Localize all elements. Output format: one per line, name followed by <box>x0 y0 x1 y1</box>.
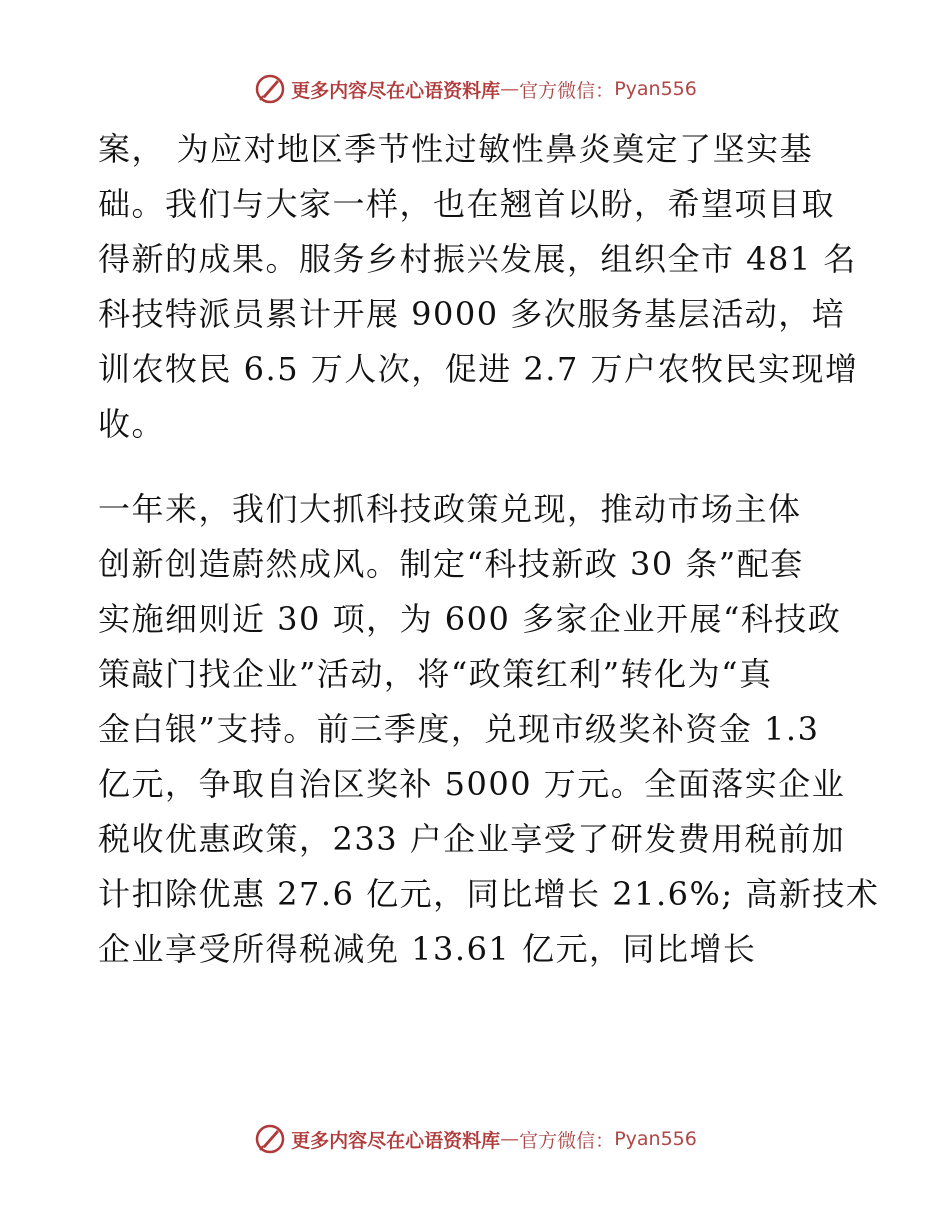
text-line: 实施细则近 30 项，为 600 多家企业开展“科技政 <box>98 600 842 638</box>
text-line: 亿元，争取自治区奖补 5000 万元。全面落实企业 <box>98 765 846 803</box>
text-line: 创新创造蔚然成风。制定“科技新政 30 条”配套 <box>98 545 804 583</box>
watermark-wechat-id: Pyan556 <box>614 1128 697 1150</box>
footer-watermark <box>0 1122 950 1156</box>
paragraph-1 <box>98 122 858 452</box>
text-line: 案， 为应对地区季节性过敏性鼻炎奠定了坚实基 <box>98 130 814 168</box>
text-line: 计扣除优惠 27.6 亿元，同比增长 21.6%; 高新技术 <box>98 875 880 913</box>
text-line: 企业享受所得税减免 13.61 亿元，同比增长 <box>98 930 757 968</box>
paragraph-2 <box>98 482 880 977</box>
watermark-contact-label: 官方微信： <box>519 1129 615 1152</box>
text-line: 得新的成果。服务乡村振兴发展，组织全市 481 名 <box>98 240 857 278</box>
quill-pen-circle-icon <box>253 1122 287 1156</box>
text-line: 础。我们与大家一样，也在翘首以盼，希望项目取 <box>98 185 836 223</box>
header-watermark <box>0 72 950 106</box>
quill-pen-circle-icon <box>253 72 287 106</box>
text-line: 金白银”支持。前三季度，兑现市级奖补资金 1.3 <box>98 710 820 748</box>
text-line: 科技特派员累计开展 9000 多次服务基层活动，培 <box>98 295 846 333</box>
watermark-separator: — <box>500 78 520 100</box>
watermark-contact-label: 官方微信： <box>519 79 615 102</box>
text-line: 税收优惠政策，233 户企业享受了研发费用税前加 <box>98 820 846 858</box>
text-line: 收。 <box>98 405 166 443</box>
watermark-separator: — <box>500 1128 520 1150</box>
text-line: 一年来，我们大抓科技政策兑现，推动市场主体 <box>98 490 802 528</box>
watermark-wechat-id: Pyan556 <box>614 78 697 100</box>
watermark-brand: 更多内容尽在心语资料库 <box>291 1129 501 1152</box>
watermark-brand: 更多内容尽在心语资料库 <box>291 79 501 102</box>
text-line: 策敲门找企业”活动，将“政策红利”转化为“真 <box>98 655 773 693</box>
text-line: 训农牧民 6.5 万人次，促进 2.7 万户农牧民实现增 <box>98 350 859 388</box>
